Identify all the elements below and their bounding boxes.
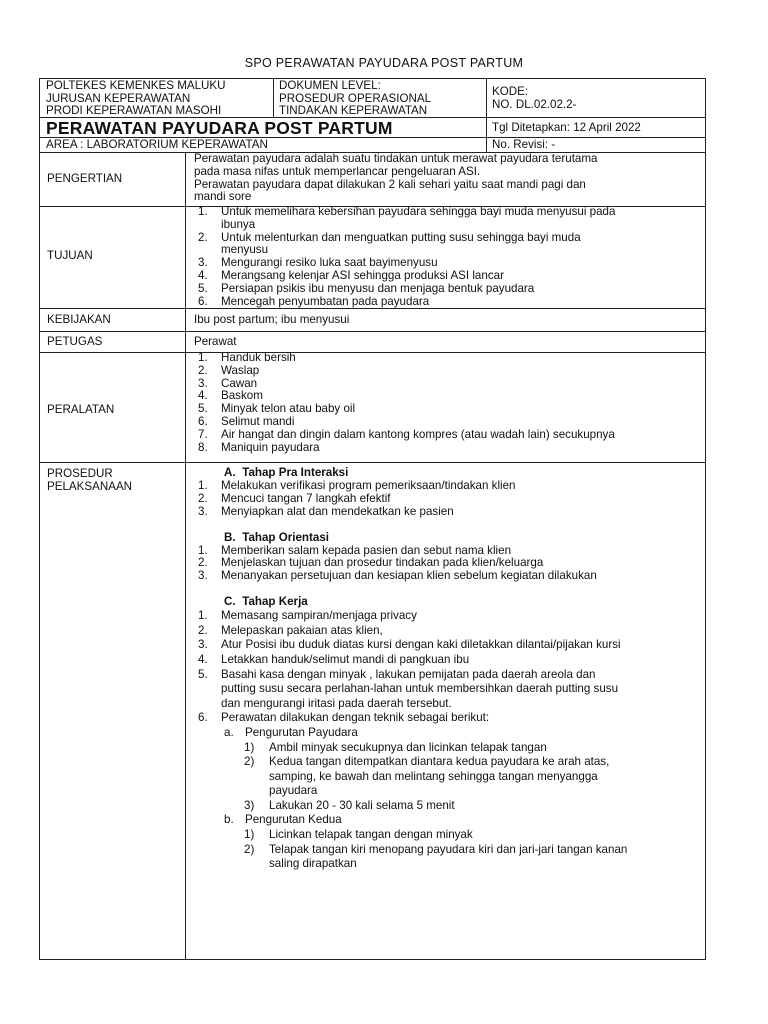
item-text: Memasang sampiran/menjaga privacy: [221, 609, 417, 623]
section-letter: B.: [224, 530, 236, 544]
prosedur-content: [194, 467, 762, 872]
sub-text: Ambil minyak secukupnya dan licinkan telapak tangan: [269, 740, 547, 754]
sub-number: 2): [244, 842, 255, 856]
area-label: AREA : LABORATORIUM KEPERAWATAN: [46, 138, 268, 151]
sub-text: saling dirapatkan: [269, 857, 357, 871]
item-text: Persiapan psikis ibu menyusu dan menjaga bentuk payudara: [221, 281, 535, 295]
petugas-value: Perawat: [194, 335, 237, 348]
item-number: 1.: [198, 205, 208, 218]
revisi-label: No. Revisi: -: [492, 138, 556, 151]
item-text: Perawatan dilakukan dengan teknik sebagai berikut:: [221, 711, 490, 725]
item-text: Atur Posisi ibu duduk diatas kursi dengan kaki diletakkan dilantai/pijakan kursi: [221, 638, 621, 652]
item-text: Maniquin payudara: [221, 440, 320, 454]
list-item: [194, 609, 762, 624]
section-heading-c: [194, 596, 762, 609]
list-item: [194, 570, 762, 583]
section-title: Tahap Orientasi: [242, 530, 329, 544]
item-number: 3.: [198, 376, 208, 390]
item-number: 3.: [198, 638, 208, 652]
doc-level-line: TINDAKAN KEPERAWATAN: [279, 104, 428, 118]
item-number: 3.: [198, 504, 208, 518]
item-text: menyusu: [221, 243, 269, 257]
sub-letter: a.: [224, 725, 234, 739]
item-number: 1.: [198, 351, 208, 364]
item-text: Melepaskan pakaian atas klien,: [221, 623, 383, 637]
sub-heading-b: [194, 813, 762, 828]
petugas-label: PETUGAS: [47, 335, 103, 348]
sub-letter: b.: [224, 813, 234, 827]
sub-item: [194, 843, 762, 872]
list-item: [194, 232, 762, 258]
item-number: 1.: [198, 478, 208, 492]
sub-title: Pengurutan Kedua: [245, 813, 342, 827]
item-text: Untuk memelihara kebersihan payudara sehingga bayi muda menyusui pada: [221, 205, 616, 218]
item-number: 5.: [198, 402, 208, 416]
kode-label: KODE:: [492, 85, 529, 98]
list-item: [194, 296, 762, 309]
item-text: Menyiapkan alat dan mendekatkan ke pasien: [221, 504, 454, 518]
sub-text: Licinkan telapak tangan dengan minyak: [269, 828, 473, 842]
peralatan-label: PERALATAN: [47, 403, 115, 416]
sub-number: 1): [244, 740, 255, 754]
item-number: 4.: [198, 268, 208, 282]
list-item: [194, 365, 762, 378]
item-number: 2.: [198, 230, 208, 244]
tujuan-list: [194, 206, 762, 308]
institution-block: [46, 80, 270, 118]
prosedur-label-line: PELAKSANAAN: [47, 479, 133, 493]
item-text: Untuk melenturkan dan menguatkan putting susu sehingga bayi muda: [221, 230, 581, 244]
item-number: 6.: [198, 294, 208, 308]
sub-text: Telapak tangan kiri menopang payudara kiri dan jari-jari tangan kanan: [269, 842, 628, 856]
tujuan-label: TUJUAN: [47, 249, 93, 262]
item-text: Minyak telon atau baby oil: [221, 402, 356, 416]
pengertian-line: pada masa nifas untuk memperlancar pengeluaran ASI.: [194, 164, 481, 178]
item-text: Mencegah penyumbatan pada payudara: [221, 294, 430, 308]
sub-number: 3): [244, 798, 255, 812]
item-number: 6.: [198, 414, 208, 428]
section-title: Tahap Pra Interaksi: [242, 466, 349, 479]
item-number: 2.: [198, 556, 208, 570]
sub-item: [194, 828, 762, 843]
section-letter: A.: [224, 466, 236, 479]
document-title: SPO PERAWATAN PAYUDARA POST PARTUM: [244, 56, 524, 70]
list-item: [194, 638, 762, 653]
list-item: [194, 442, 762, 455]
sub-item: [194, 755, 762, 799]
kode-block: [492, 86, 702, 111]
item-text: Menjelaskan tujuan dan prosedur tindakan pada klien/keluarga: [221, 556, 544, 570]
item-text: Air hangat dan dingin dalam kantong kompres (atau wadah lain) secukupnya: [221, 427, 615, 441]
sub-item: [194, 799, 762, 814]
item-text: Handuk bersih: [221, 351, 296, 364]
item-number: 5.: [198, 667, 208, 681]
sub-number: 1): [244, 828, 255, 842]
pengertian-line: mandi sore: [194, 190, 252, 204]
pengertian-text: [194, 153, 762, 204]
item-text: Waslap: [221, 363, 260, 377]
kode-value: NO. DL.02.02.2-: [492, 97, 577, 111]
list-item: [194, 711, 762, 726]
pengertian-label: PENGERTIAN: [47, 172, 123, 185]
item-number: 3.: [198, 256, 208, 270]
section-title: Tahap Kerja: [242, 595, 308, 609]
item-number: 3.: [198, 569, 208, 583]
item-number: 1.: [198, 609, 208, 623]
item-text: Menanyakan persetujuan dan kesiapan klien sebelum kegiatan dilakukan: [221, 569, 597, 583]
sub-text: Lakukan 20 - 30 kali selama 5 menit: [269, 798, 455, 812]
list-item: [194, 653, 762, 668]
institution-line: JURUSAN KEPERAWATAN: [46, 91, 191, 105]
list-item: [194, 270, 762, 283]
item-text: Selimut mandi: [221, 414, 295, 428]
item-number: 4.: [198, 389, 208, 403]
item-text: Merangsang kelenjar ASI sehingga produksi ASI lancar: [221, 268, 504, 282]
doc-level-block: [279, 80, 484, 118]
sub-title: Pengurutan Payudara: [245, 725, 358, 739]
item-number: 7.: [198, 427, 208, 441]
prosedur-label-line: PROSEDUR: [47, 467, 113, 480]
sub-number: 2): [244, 755, 255, 769]
main-title: PERAWATAN PAYUDARA POST PARTUM: [46, 118, 393, 138]
sub-text: samping, ke bawah dan melintang sehingga tangan menyangga: [269, 769, 598, 783]
item-text: ibunya: [221, 217, 256, 231]
item-text: Letakkan handuk/selimut mandi di pangkuan ibu: [221, 652, 470, 666]
sub-text: payudara: [269, 784, 318, 798]
list-item: [194, 378, 762, 391]
sub-text: Kedua tangan ditempatkan diantara kedua payudara ke arah atas,: [269, 755, 610, 769]
item-text: Mencuci tangan 7 langkah efektif: [221, 491, 391, 505]
pengertian-line: Perawatan payudara dapat dilakukan 2 kali sehari yaitu saat mandi pagi dan: [194, 177, 586, 191]
item-number: 4.: [198, 652, 208, 666]
item-text: Melakukan verifikasi program pemeriksaan/tindakan klien: [221, 478, 516, 492]
item-text: Mengurangi resiko luka saat bayimenyusu: [221, 256, 438, 270]
list-item: [194, 624, 762, 639]
item-number: 5.: [198, 281, 208, 295]
item-text: Memberikan salam kepada pasien dan sebut nama klien: [221, 543, 512, 557]
item-text: Cawan: [221, 376, 258, 390]
kebijakan-label: KEBIJAKAN: [47, 313, 111, 326]
sub-heading-a: [194, 726, 762, 741]
list-item: [194, 206, 762, 232]
item-number: 6.: [198, 711, 208, 725]
list-item: [194, 352, 762, 365]
item-number: 2.: [198, 623, 208, 637]
doc-level-line: DOKUMEN LEVEL:: [279, 79, 381, 92]
item-number: 1.: [198, 543, 208, 557]
item-text: dan mengurangi iritasi pada daerah tersebut.: [221, 696, 452, 710]
item-number: 2.: [198, 363, 208, 377]
item-text: Basahi kasa dengan minyak , lakukan pemijatan pada daerah areola dan: [221, 667, 596, 681]
item-text: Baskom: [221, 389, 263, 403]
list-item: [194, 283, 762, 296]
item-number: 2.: [198, 491, 208, 505]
item-number: 8.: [198, 440, 208, 454]
pengertian-line: Perawatan payudara adalah suatu tindakan untuk merawat payudara terutama: [194, 152, 598, 165]
institution-line: PRODI KEPERAWATAN MASOHI: [46, 104, 222, 118]
peralatan-list: [194, 352, 762, 454]
prosedur-label: [47, 468, 132, 493]
doc-level-line: PROSEDUR OPERASIONAL: [279, 91, 432, 105]
sub-list: [194, 726, 762, 872]
list-item: [194, 668, 762, 712]
item-text: putting susu secara perlahan-lahan untuk membersihkan daerah putting susu: [221, 682, 619, 696]
section-letter: C.: [224, 595, 236, 609]
institution-line: POLTEKES KEMENKES MALUKU: [46, 79, 226, 92]
sub-item: [194, 741, 762, 756]
tgl-ditetapkan: Tgl Ditetapkan: 12 April 2022: [492, 121, 641, 134]
kebijakan-value: Ibu post partum; ibu menyusui: [194, 313, 350, 326]
list-item: [194, 506, 762, 519]
